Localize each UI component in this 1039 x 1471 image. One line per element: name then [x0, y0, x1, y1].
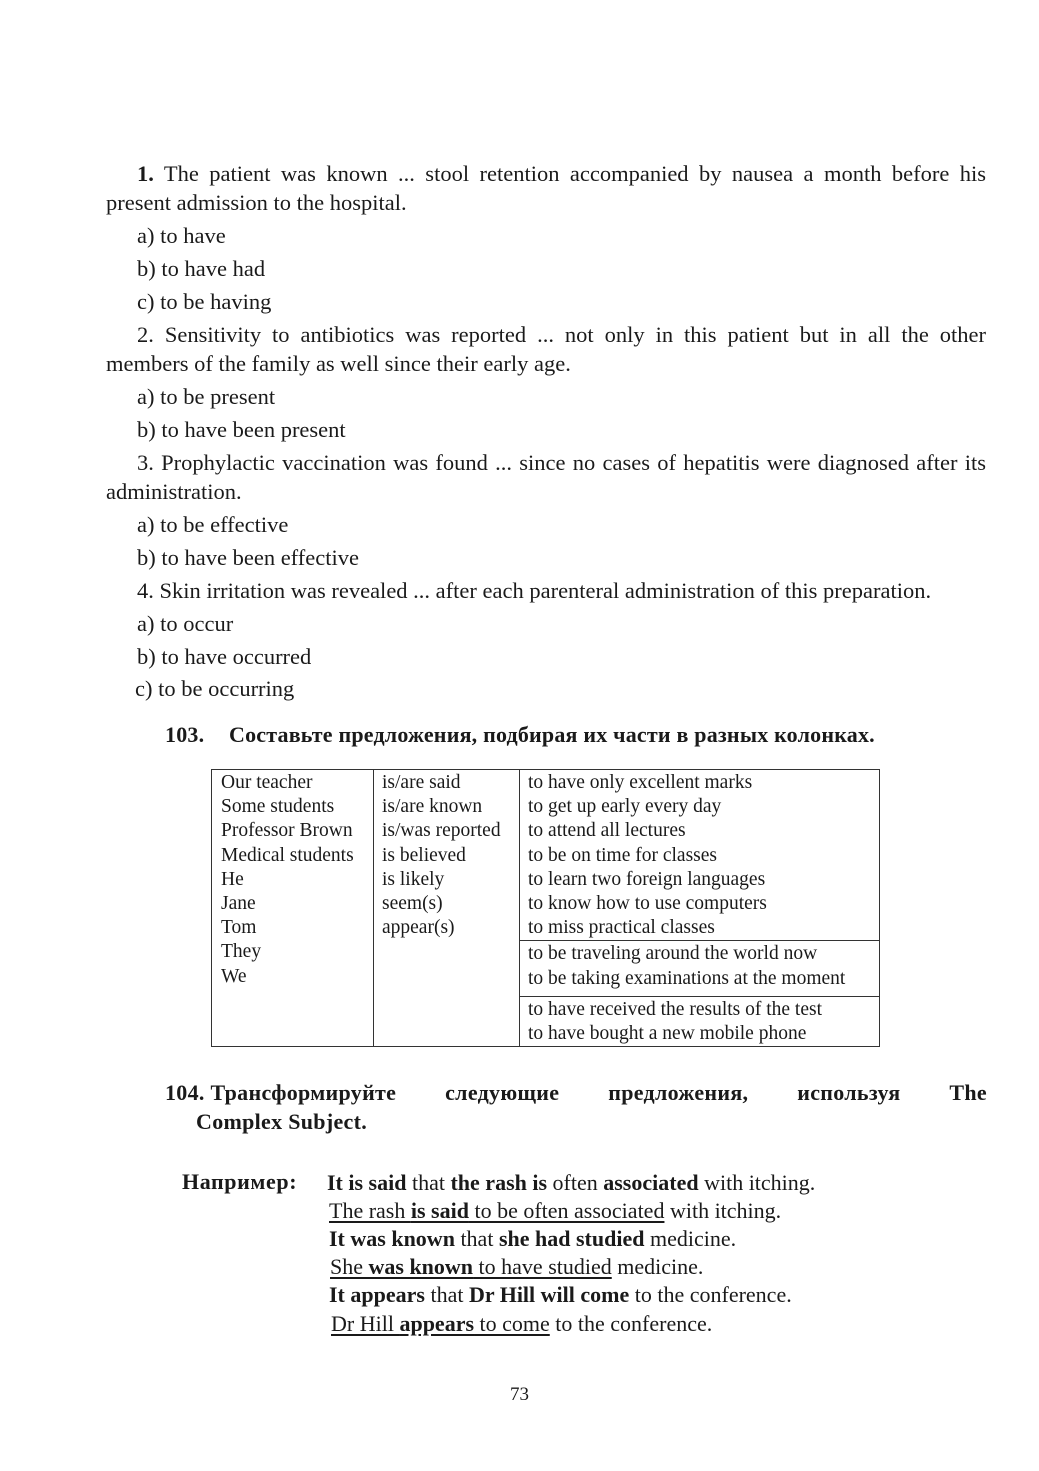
example-label: Например: [182, 1169, 298, 1194]
infinitive-item: to be taking examinations at the moment [528, 967, 846, 989]
infinitive-item: to have bought a new mobile phone [528, 1023, 807, 1045]
question-text: Prophylactic vaccination was found ... since no cases of hepatitis were diagnosed after its administration. [106, 450, 986, 504]
question-3 [106, 449, 986, 506]
example-line [329, 1197, 781, 1225]
verb-item: is/are known [382, 796, 483, 818]
option-1b: b) to have had [137, 256, 266, 281]
example-segment: to have studied [473, 1254, 612, 1279]
infinitive-item: to get up early every day [528, 796, 722, 818]
exercise-103-title [165, 722, 875, 748]
title-word: The [949, 1080, 987, 1105]
infinitive-item: to be on time for classes [528, 844, 717, 866]
exercise-instruction: Составьте предложения, подбирая их части в разных колонках. [229, 722, 875, 747]
example-segment: often [547, 1170, 604, 1195]
question-2 [106, 321, 986, 378]
title-word: предложения, [608, 1080, 749, 1105]
title-word: следующие [445, 1080, 560, 1105]
example-line [331, 1310, 712, 1338]
subject-item: Jane [221, 893, 256, 915]
infinitive-item: to have received the results of the test [528, 998, 823, 1020]
example-segment: to the conference. [629, 1282, 792, 1307]
infinitive-item: to have only excellent marks [528, 772, 753, 793]
infinitive-item: to be traveling around the world now [528, 943, 818, 965]
option-4c: c) to be occurring [135, 676, 295, 701]
question-1 [106, 160, 986, 217]
column-infinitives-continuous [520, 941, 880, 996]
example-line [329, 1281, 792, 1309]
example-segment: with itching. [664, 1198, 782, 1223]
exercise-104-title-line2: Complex Subject. [196, 1109, 368, 1134]
exercise-number: 103. [165, 722, 205, 747]
example-segment: that [406, 1170, 451, 1195]
example-segment: associated [603, 1170, 699, 1195]
example-segment: that [454, 1226, 499, 1251]
question-text: Skin irritation was revealed ... after each parenteral administration of this preparation. [153, 578, 932, 603]
exercise-number-and-word [165, 1078, 396, 1107]
option-1a: a) to have [137, 223, 226, 248]
example-segment: was known [368, 1254, 474, 1279]
example-segment: It appears [329, 1282, 425, 1307]
example-segment: Dr Hill [331, 1311, 400, 1336]
page-number: 73 [510, 1384, 529, 1405]
example-segment: She [330, 1254, 369, 1279]
question-number: 2. [137, 322, 154, 347]
question-number: 1. [137, 161, 154, 186]
subject-item: We [221, 965, 247, 987]
example-segment: the rash is [450, 1170, 548, 1195]
question-4 [137, 577, 931, 605]
question-text: The patient was known ... stool retention accompanied by nausea a month before his present admission to the hospital. [106, 161, 986, 215]
infinitive-item: to learn two foreign languages [528, 868, 766, 890]
example-line [329, 1225, 736, 1253]
option-1c: c) to be having [137, 289, 272, 314]
subject-item: Medical students [221, 844, 354, 866]
exercise-104-title [165, 1078, 987, 1136]
exercise-104-title-line1 [165, 1078, 987, 1107]
column-infinitives-simple [520, 770, 880, 941]
example-segment: It is said [327, 1170, 407, 1195]
infinitive-item: to attend all lectures [528, 820, 686, 842]
example-segment: to the conference. [549, 1311, 713, 1336]
example-segment: to be often associated [468, 1198, 665, 1223]
column-verbs [374, 770, 520, 1047]
example-segment: The rash [329, 1198, 411, 1223]
example-segment: to come [474, 1311, 550, 1336]
subject-item: Professor Brown [221, 820, 353, 842]
title-word: используя [797, 1080, 901, 1105]
exercise-number: 104. [165, 1080, 205, 1105]
example-segment: medicine. [611, 1254, 704, 1279]
option-3b: b) to have been effective [137, 545, 359, 570]
example-segment: It was known [329, 1226, 455, 1251]
subject-item: Some students [221, 796, 335, 818]
example-segment: Dr Hill will come [468, 1282, 630, 1307]
example-segment: that [424, 1282, 469, 1307]
subject-item: Our teacher [221, 772, 313, 793]
option-2a: a) to be present [137, 384, 276, 409]
question-number: 4. [137, 578, 154, 603]
subject-item: They [221, 941, 262, 963]
option-4b: b) to have occurred [137, 644, 312, 669]
question-number: 3. [137, 450, 154, 475]
verb-item: is/was reported [382, 820, 501, 842]
option-2b: b) to have been present [137, 417, 346, 442]
option-4a: a) to occur [137, 611, 234, 636]
example-segment: with itching. [698, 1170, 816, 1195]
example-segment: she had studied [498, 1226, 645, 1251]
option-3a: a) to be effective [137, 512, 289, 537]
question-text: Sensitivity to antibiotics was reported ... not only in this patient but in all the other members of the family as well since their early age. [106, 322, 986, 376]
verb-item: seem(s) [382, 893, 443, 915]
verb-item: is likely [382, 868, 445, 890]
sentence-parts-table [211, 769, 880, 1047]
infinitive-item: to miss practical classes [528, 917, 715, 939]
infinitive-item: to know how to use computers [528, 893, 767, 915]
subject-item: He [221, 868, 244, 890]
verb-item: appear(s) [382, 917, 455, 939]
example-line [330, 1253, 703, 1281]
column-subjects [212, 770, 374, 1047]
example-line [327, 1169, 815, 1197]
example-segment: is said [410, 1198, 469, 1223]
example-segment: medicine. [644, 1226, 737, 1251]
subject-item: Tom [221, 917, 257, 939]
example-segment: appears [399, 1311, 475, 1336]
verb-item: is/are said [382, 772, 461, 793]
column-infinitives-perfect [520, 996, 880, 1046]
title-word: Трансформируйте [210, 1080, 397, 1105]
verb-item: is believed [382, 844, 466, 866]
